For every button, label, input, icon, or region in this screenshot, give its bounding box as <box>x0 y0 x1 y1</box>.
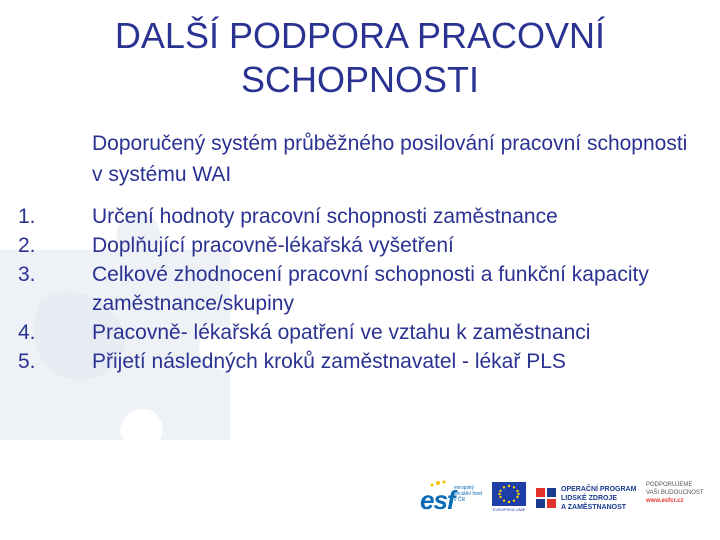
eu-flag-icon <box>492 482 526 506</box>
list-item-number: 5. <box>18 350 36 373</box>
numbered-list <box>18 202 708 376</box>
list-item-text: Určení hodnoty pracovní schopnosti zaměstnance <box>92 205 558 228</box>
eu-logo <box>490 482 528 514</box>
esf-mark: esf <box>420 485 455 515</box>
funding-logos <box>418 478 714 518</box>
list-item <box>18 202 708 231</box>
support-logo <box>646 477 710 519</box>
op-line-3: A ZAMĚSTNANOST <box>561 503 627 511</box>
support-line-2: VAŠI BUDOUCNOST <box>646 490 704 496</box>
support-url: www.esfcr.cz <box>646 498 684 504</box>
op-logo <box>534 479 640 517</box>
list-item-text: Celkové zhodnocení pracovní schopnosti a funkční kapacity zaměstnance/skupiny <box>92 263 649 315</box>
eu-caption: EVROPSKÁ UNIE <box>492 507 526 512</box>
list-item-number: 4. <box>18 321 36 344</box>
intro-text: Doporučený systém průběžného posilování pracovní schopnosti v systému WAI <box>92 132 688 186</box>
list-item <box>18 318 708 347</box>
support-line-1: PODPORUJEME <box>646 482 693 488</box>
list-item-number: 3. <box>18 263 36 286</box>
esf-logo <box>418 479 484 517</box>
op-line-1: OPERAČNÍ PROGRAM <box>561 485 637 493</box>
esf-caption: evropský sociální fond v ČR <box>454 485 483 503</box>
op-line-2: LIDSKÉ ZDROJE <box>561 494 618 502</box>
list-item-text: Přijetí následných kroků zaměstnavatel - lékař PLS <box>92 350 566 373</box>
list-item-text: Pracovně- lékařská opatření ve vztahu k zaměstnanci <box>92 321 591 344</box>
list-item <box>18 231 708 260</box>
list-item-number: 2. <box>18 234 36 257</box>
list-item-text: Doplňující pracovně-lékařská vyšetření <box>92 234 454 257</box>
list-item <box>18 260 708 318</box>
list-item-number: 1. <box>18 205 36 228</box>
op-puzzle-icon <box>534 486 558 510</box>
page-title: DALŠÍ PODPORA PRACOVNÍ SCHOPNOSTI <box>114 15 606 100</box>
list-item <box>18 347 708 376</box>
